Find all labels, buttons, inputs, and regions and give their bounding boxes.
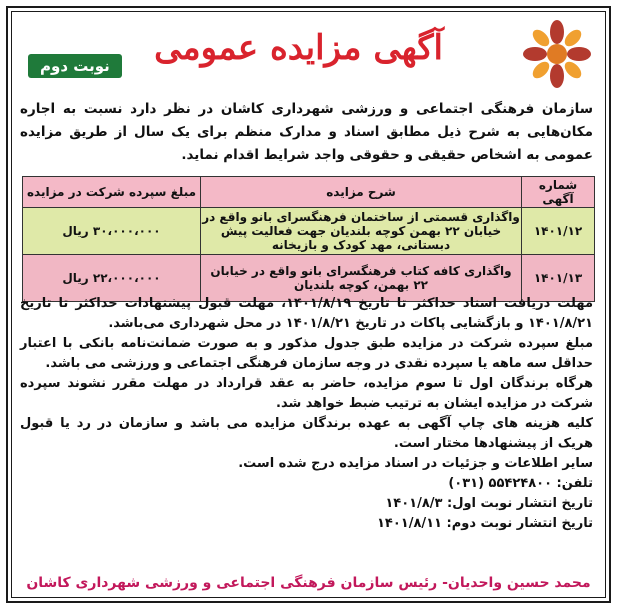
ad-frame [6, 6, 611, 603]
cell-ad-number: ۱۴۰۱/۱۲ [522, 208, 595, 255]
deadline-paragraph: مهلت دریافت اسناد حداکثر تا تاریخ ۱۴۰۱/۸/۱۹، مهلت قبول پیشنهادات حداکثر تا تاریخ ۱۴۰۱/۸/۲۱ و بازگشایی پاکات در تاریخ ۱۴۰۱/۸/۲۱ در محل شهرداری می‌باشد. [20, 296, 593, 331]
ad-header [14, 14, 603, 94]
costs-paragraph: کلیه هزینه های چاپ آگهی به عهده برندگان مزایده می باشد و سازمان در رد یا قبول هریک از پیشنهادها مختار است. [20, 416, 593, 451]
forfeit-paragraph: هرگاه برندگان اول تا سوم مزایده، حاضر به عقد قرارداد در مهلت مقرر نشوند سپرده شرکت در مزایده ایشان به ترتیب ضبط خواهد شد. [20, 376, 593, 411]
signature-line: محمد حسین واحدیان- رئیس سازمان فرهنگی اجتماعی و ورزشی شهرداری کاشان [26, 575, 591, 591]
round-badge: نوبت دوم [28, 54, 122, 78]
second-publish-date: تاریخ انتشار نوبت دوم: ۱۴۰۱/۸/۱۱ [376, 516, 593, 531]
cell-deposit: ۳۰،۰۰۰،۰۰۰ ریال [23, 208, 201, 255]
phone-line: تلفن: ۵۵۴۲۴۸۰۰ (۰۳۱) [448, 476, 593, 491]
header-description: شرح مزایده [201, 177, 522, 208]
table-header-row [23, 177, 595, 208]
cell-ad-number: ۱۴۰۱/۱۳ [522, 255, 595, 302]
header-ad-number: شماره آگهی [522, 177, 595, 208]
ad-title: آگهی مزایده عمومی [154, 28, 443, 68]
table-row [23, 208, 595, 255]
municipality-logo-icon [521, 18, 593, 90]
deposit-paragraph: مبلغ سپرده شرکت در مزایده طبق جدول مذکور و به صورت ضمانت‌نامه بانکی با اعتبار حداقل سه ماهه یا سپرده نقدی در وجه سازمان فرهنگی اجتماعی و ورزشی می باشد. [20, 336, 593, 371]
intro-paragraph: سازمان فرهنگی اجتماعی و ورزشی شهرداری کاشان در نظر دارد نسبت به اجاره مکان‌هایی به شرح ذیل مطابق اسناد و مدارک منظم برای یک سال از طریق مزایده عمومی به اشخاص حقیقی و حقوقی واجد شرایط اقدام نماید. [20, 101, 593, 163]
details-paragraph: سایر اطلاعات و جزئیات در اسناد مزایده درج شده است. [238, 456, 593, 471]
first-publish-date: تاریخ انتشار نوبت اول: ۱۴۰۱/۸/۳ [385, 496, 593, 511]
cell-description: واگذاری کافه کتاب فرهنگسرای بانو واقع در خیابان ۲۲ بهمن، کوچه بلندیان [201, 255, 522, 302]
conditions-text [20, 294, 593, 534]
auction-table [22, 176, 595, 302]
header-deposit: مبلغ سپرده شرکت در مزایده [23, 177, 201, 208]
cell-description: واگذاری قسمتی از ساختمان فرهنگسرای بانو واقع در خیابان ۲۲ بهمن کوچه بلندیان جهت فعالیت پیش دبستانی، مهد کودک و بازیخانه [201, 208, 522, 255]
cell-deposit: ۲۲،۰۰۰،۰۰۰ ریال [23, 255, 201, 302]
